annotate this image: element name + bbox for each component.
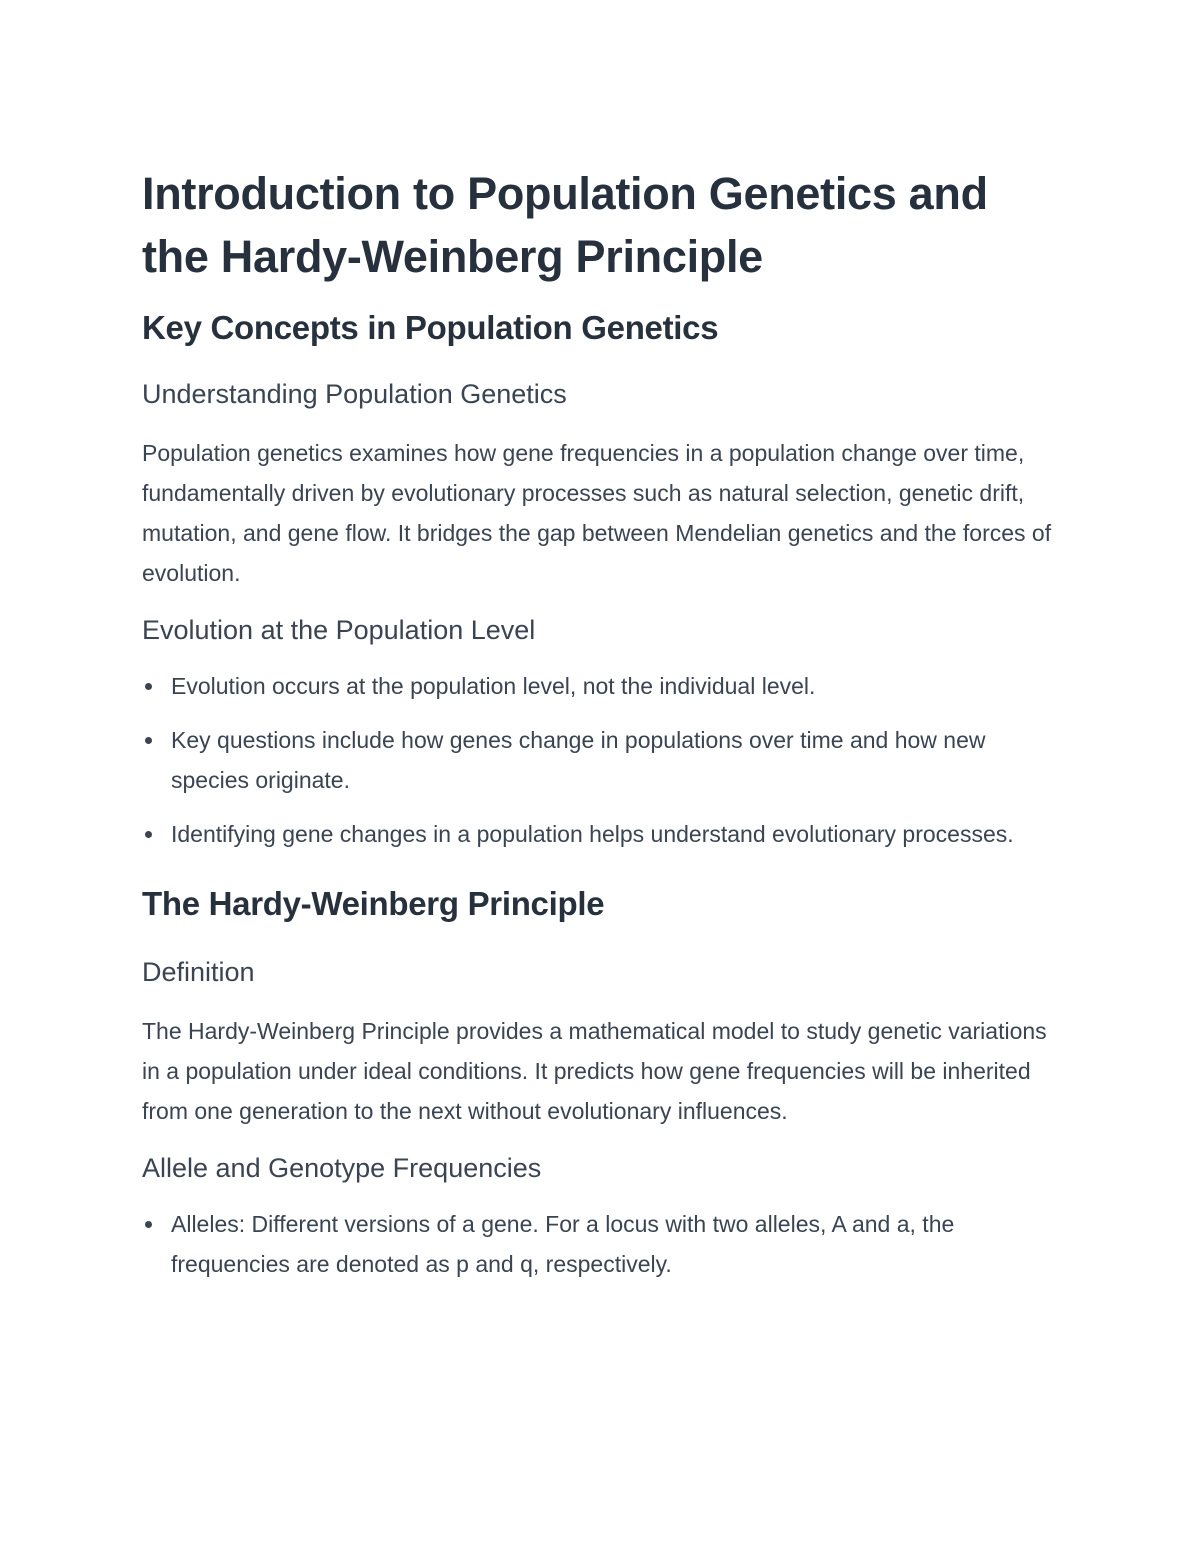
bullet-icon bbox=[145, 831, 152, 838]
subsection-heading-definition: Definition bbox=[142, 957, 255, 987]
subsection-heading-understanding: Understanding Population Genetics bbox=[142, 379, 567, 409]
bullet-list-evolution bbox=[142, 666, 1062, 854]
list-item bbox=[142, 720, 1062, 800]
bullet-icon bbox=[145, 1221, 152, 1228]
section-heading-key-concepts: Key Concepts in Population Genetics bbox=[142, 309, 719, 346]
list-item bbox=[142, 666, 1062, 706]
subsection-heading-allele-frequencies: Allele and Genotype Frequencies bbox=[142, 1153, 542, 1183]
bullet-icon bbox=[145, 683, 152, 690]
bullet-text: Identifying gene changes in a population helps understand evolutionary processes. bbox=[171, 821, 1014, 847]
list-item bbox=[142, 1204, 1062, 1284]
document-page bbox=[142, 162, 1062, 1284]
bullet-list-alleles bbox=[142, 1204, 1062, 1284]
bullet-icon bbox=[145, 737, 152, 744]
subsection-heading-evolution-level: Evolution at the Population Level bbox=[142, 615, 536, 645]
document-title: Introduction to Population Genetics and the Hardy-Weinberg Principle bbox=[142, 168, 988, 282]
bullet-text: Key questions include how genes change in populations over time and how new species originate. bbox=[171, 727, 986, 793]
list-item bbox=[142, 814, 1062, 854]
section-heading-hardy-weinberg: The Hardy-Weinberg Principle bbox=[142, 885, 605, 922]
paragraph-definition: The Hardy-Weinberg Principle provides a mathematical model to study genetic variations in a population under ideal conditions. It predicts how gene frequencies will be inherited from one generation to the next without evolutionary influences. bbox=[142, 1018, 1047, 1124]
bullet-text: Alleles: Different versions of a gene. For a locus with two alleles, A and a, the frequencies are denoted as p and q, respectively. bbox=[171, 1211, 955, 1277]
paragraph-understanding: Population genetics examines how gene frequencies in a population change over time, fundamentally driven by evolutionary processes such as natural selection, genetic drift, mutation, and gene flow. It bridges the gap between Mendelian genetics and the forces of evolution. bbox=[142, 440, 1052, 586]
bullet-text: Evolution occurs at the population level, not the individual level. bbox=[171, 673, 816, 699]
